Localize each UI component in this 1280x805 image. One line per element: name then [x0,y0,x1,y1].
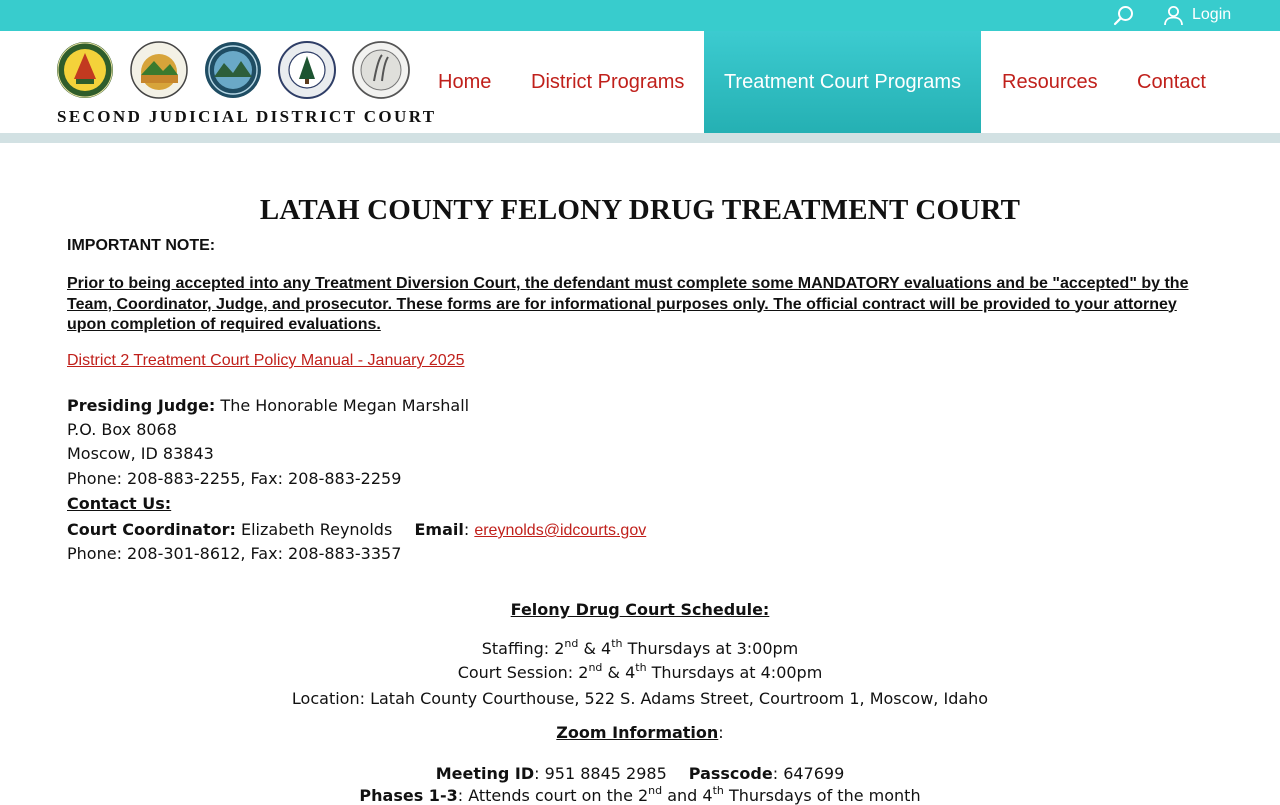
passcode: 647699 [783,764,845,783]
nav-home[interactable]: Home [438,71,492,93]
coordinator-name: Elizabeth Reynolds [241,520,393,539]
email-label: Email [414,520,464,539]
clearwater-county-seal-icon [204,41,262,99]
lewis-county-seal-icon [352,41,410,99]
county-seals[interactable] [56,41,416,103]
coordinator-email-link[interactable]: ereynolds@idcourts.gov [474,522,647,539]
important-note-body: Prior to being accepted into any Treatment Diversion Court, the defendant must complete some MANDATORY evaluations and be "accepted" by the Team, Coordinator, Judge, and prosecutor. These forms are for informational purposes only. The official contract will be provided to your attorney upon completion of required evaluations. [67,275,1189,333]
judge-line [67,396,469,415]
zoom-meeting-line: Meeting ID: 951 8845 2985 Passcode: 647699 [435,764,845,783]
judge-address-2: Moscow, ID 83843 [67,444,214,463]
coordinator-line: Court Coordinator: Elizabeth Reynolds Email: ereynolds@idcourts.gov [67,520,647,539]
site-header [0,31,1280,133]
main-content [0,143,1280,805]
judge-phone: Phone: 208-883-2255, Fax: 208-883-2259 [67,469,402,488]
latah-county-seal-icon [130,41,188,99]
user-icon [1163,5,1184,26]
judge-label: Presiding Judge: [67,396,216,415]
top-utility-bar [0,0,1280,31]
policy-manual-link[interactable]: District 2 Treatment Court Policy Manual - January 2025 [67,352,465,369]
page-title: LATAH COUNTY FELONY DRUG TREATMENT COURT [259,194,1021,226]
meeting-id: 951 8845 2985 [544,764,667,783]
idaho-county-seal-icon [278,41,336,99]
login-label: Login [1192,6,1232,23]
zoom-heading: Zoom Information: [556,723,724,742]
phases-line: Phases 1-3: Attends court on the 2nd and 4th Thursdays of the month [359,784,921,805]
login-link[interactable] [1163,4,1231,26]
coordinator-label: Court Coordinator: [67,520,236,539]
location-line: Location: Latah County Courthouse, 522 S. Adams Street, Courtroom 1, Moscow, Idaho [291,689,989,708]
header-divider [0,133,1280,143]
search-icon[interactable] [1113,5,1135,27]
schedule-heading: Felony Drug Court Schedule: [510,600,770,619]
important-note-label: IMPORTANT NOTE: [67,237,216,254]
nav-resources[interactable]: Resources [1002,71,1098,93]
contact-heading: Contact Us: [67,494,172,513]
coordinator-phone: Phone: 208-301-8612, Fax: 208-883-3357 [67,544,402,563]
court-brand-name[interactable]: SECOND JUDICIAL DISTRICT COURT [57,107,437,126]
court-session-line: Court Session: 2nd & 4th Thursdays at 4:00pm [457,661,823,682]
staffing-line: Staffing: 2nd & 4th Thursdays at 3:00pm [481,637,799,658]
nez-perce-county-seal-icon [56,41,114,99]
nav-district-programs[interactable]: District Programs [531,71,685,93]
judge-address-1: P.O. Box 8068 [67,420,177,439]
judge-name: The Honorable Megan Marshall [220,396,470,415]
nav-contact[interactable]: Contact [1137,71,1206,93]
nav-treatment-court-programs[interactable]: Treatment Court Programs [704,31,981,133]
